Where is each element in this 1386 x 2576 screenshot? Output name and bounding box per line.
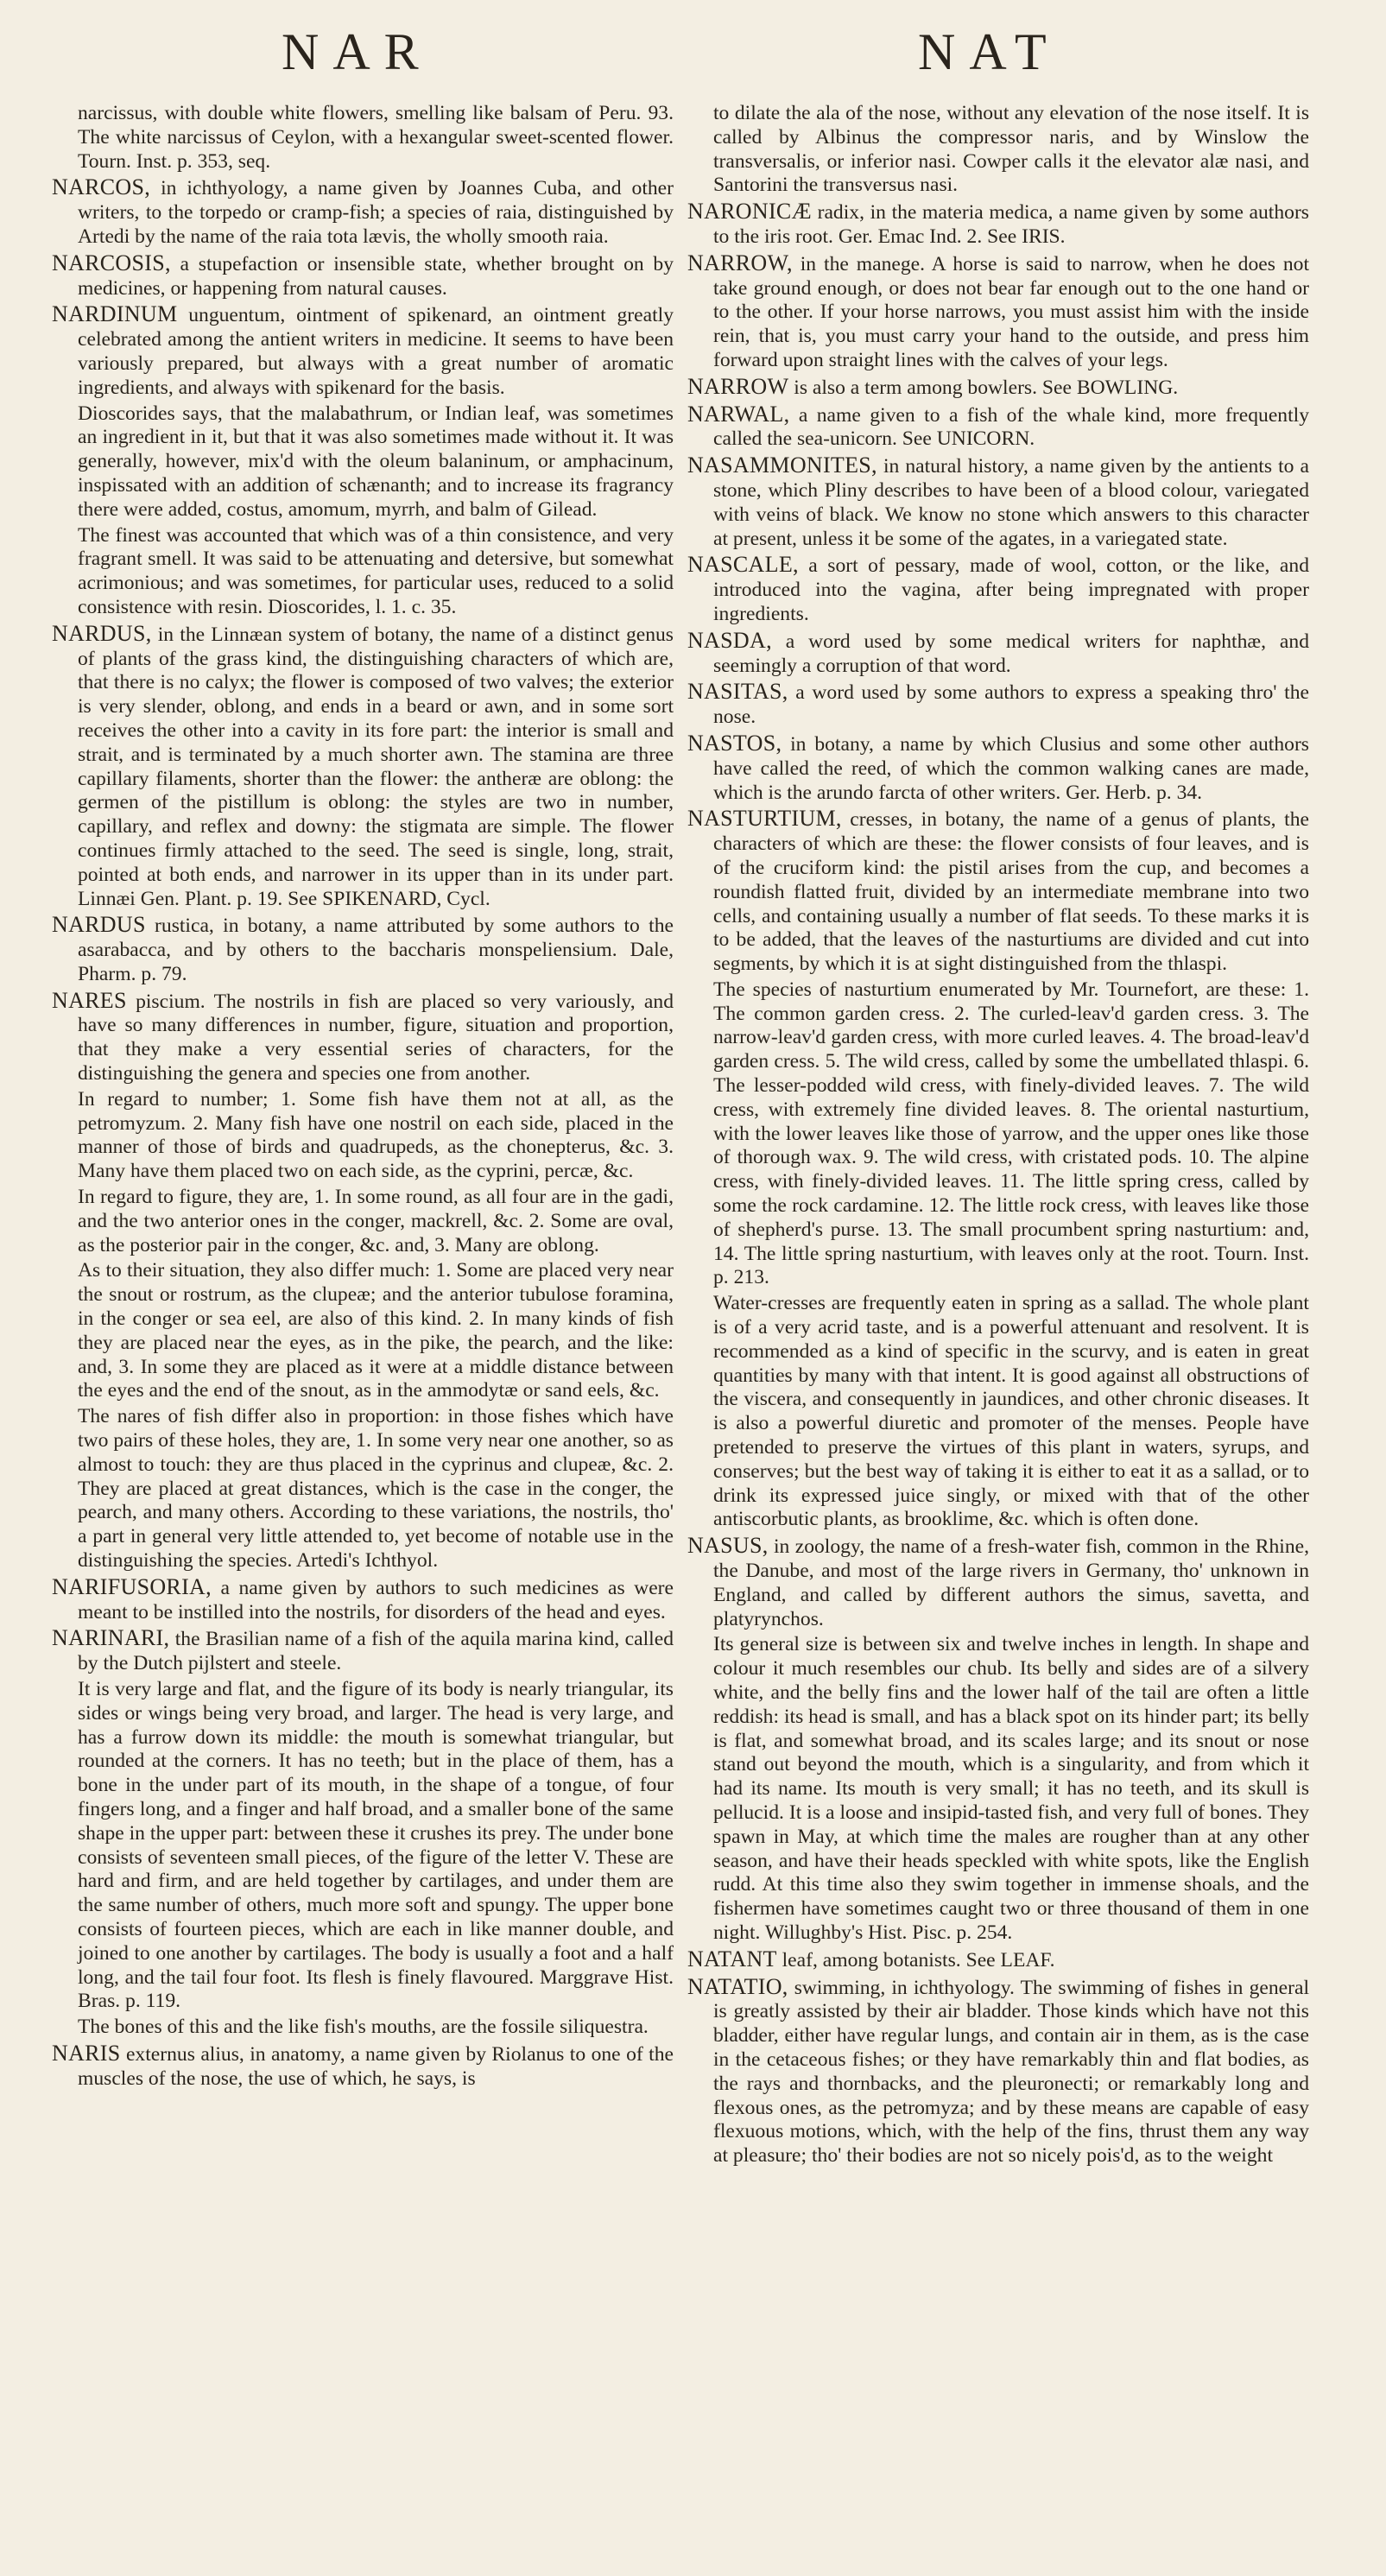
entry-headword: NARONICÆ — [687, 199, 812, 225]
dictionary-entry — [687, 731, 1309, 805]
entry-headword: NASTURTIUM, — [687, 806, 842, 832]
entry-text: in the manege. A horse is said to narrow, when he does not take ground enough, or does not bear far enough out to the one hand or to the other. If your horse narrows, you must assist him with the inside rein, that is, you must carry your hand to the outside, and press him forward upon straight lines with the calves of your legs. — [713, 252, 1309, 371]
entry-text: a name given by authors to such medicines as were meant to be instilled into the nostrils, for disorders of the head and eyes. — [78, 1576, 674, 1623]
entry-text: swimming, in ichthyology. The swimming of fishes in general is greatly assisted by their air bladder. Those kinds which have not this bladder, either have regular lungs, and contain air in them, as is the case in the cetaceous fishes; or they have remarkably thin and flat bodies, as the rays and thornbacks, and the pleuronecti; or remarkably long and flexous ones, as the petromyza; and by these means are capable of easy flexuous motions, which, with the help of the fins, thrust them any way at pleasure; tho' their bodies are not so nicely pois'd, as to the weight — [713, 1976, 1309, 2168]
entry-paragraph: The nares of fish differ also in proportion: in those fishes which have two pairs of these holes, they are, 1. In some very near one another, so as almost to touch: they are thus placed in the cyprinus and clupeæ, &c. 2. They are placed at great distances, which is the case in the conger, the pearch, and many others. According to these variations, the nostrils, tho' a part in general very little attended to, yet become of notable use in the distinguishing the species. Artedi's Ichthyol. — [78, 1405, 674, 1573]
entry-headword: NATATIO, — [687, 1973, 788, 1999]
entry-headword: NARROW — [687, 373, 789, 399]
entry-text: leaf, among botanists. See LEAF. — [776, 1948, 1055, 1972]
entry-headword: NARIS — [52, 2040, 121, 2066]
dictionary-entry — [52, 1626, 674, 1676]
entry-paragraph: The finest was accounted that which was of a thin consistence, and very fragrant smell. It was said to be attenuating and detersive, but somewhat acrimonious; and was sometimes, for particular uses, reduced to a solid consistence with resin. Dioscorides, l. 1. c. 35. — [78, 523, 674, 618]
entry-text: is also a term among bowlers. See BOWLING. — [788, 376, 1179, 399]
entry-text: a name given to a fish of the whale kind, more frequently called the sea-unicorn. See UNICORN. — [713, 403, 1309, 451]
dictionary-entry — [52, 302, 674, 400]
dictionary-entry — [52, 622, 674, 912]
dictionary-entry — [52, 175, 674, 249]
entry-text: in the Linnæan system of botany, the name of a distinct genus of plants of the grass kind, the distinguishing characters of which are, that there is no calyx; the flower is composed of two valves; the exterior is very slender, oblong, and ends in a beard or awn, and in some sort receives the other into a cavity in its fore part: the interior is small and strait, and is terminated by a much shorter awn. The stamina are three capillary filaments, shorter than the flower: the antheræ are oblong: the germen of the pistillum is oblong: the styles are two in number, capillary, and reflex and downy: the stigmata are simple. The flower continues firmly attached to the seed. The seed is single, long, strait, pointed at both ends, and narrower in its upper than in its under part. Linnæi Gen. Plant. p. 19. See SPIKENARD, Cycl. — [78, 623, 674, 910]
dictionary-entry — [52, 2041, 674, 2092]
entry-paragraph: The species of nasturtium enumerated by Mr. Tournefort, are these: 1. The common garden cress. 2. The curled-leav'd garden cress. 3. The narrow-leav'd garden cress, with more curled leaves. 4. The broad-leav'd garden cress. 5. The wild cress, called by some the umbellated thlaspi. 6. The lesser-podded wild cress, with finely-divided leaves. 7. The wild cress, with extremely fine divided leaves. 8. The oriental nasturtium, with the lower leaves like those of yarrow, and the upper ones like those of thorough wax. 9. The wild cress, with cristated pods. 10. The alpine cress, with finely-divided leaves. 11. The little spring cress, called by some the rock cardamine. 12. The little rock cress, with leaves like those of shepherd's purse. 13. The small procumbent spring nasturtium: and, 14. The little spring nasturtium, with leaves only at the root. Tourn. Inst. p. 213. — [713, 978, 1309, 1289]
entry-text: radix, in the materia medica, a name given by some authors to the iris root. Ger. Emac Ind. 2. See IRIS. — [713, 201, 1309, 248]
entry-paragraph: In regard to number; 1. Some fish have them not at all, as the petromyzum. 2. Many fish have one nostril on each side, placed in the manner of those of birds and quadrupeds, as the chonepterus, &c. 3. Many have them placed two on each side, as the cyprini, percæ, &c. — [78, 1087, 674, 1183]
entry-paragraph: Water-cresses are frequently eaten in spring as a sallad. The whole plant is of a very acrid taste, and is a powerful attenuant and resolvent. It is recommended as a kind of specific in the scurvy, and is eaten in great quantities by many with that intent. It is good against all obstructions of the viscera, and consequently in jaundices, and other chronic diseases. It is also a powerful diuretic and promoter of the menses. People have pretended to preserve the virtues of this plant in waters, syrups, and conserves; but the best way of taking it is either to eat it as a sallad, or to drink its expressed juice singly, or mixed with that of the other antiscorbutic plants, as brooklime, &c. which is often done. — [713, 1292, 1309, 1531]
entry-headword: NASCALE, — [687, 552, 799, 578]
entry-text: unguentum, ointment of spikenard, an ointment greatly celebrated among the antient writers in medicine. It seems to have been variously prepared, but always with a great number of aromatic ingredients, and always with spikenard for the basis. — [78, 304, 674, 399]
entry-text: in botany, a name by which Clusius and some other authors have called the reed, of which the common walking canes are made, which is the arundo farcta of other writers. Ger. Herb. p. 34. — [713, 732, 1309, 804]
entry-headword: NASAMMONITES, — [687, 453, 877, 478]
entry-paragraph: Its general size is between six and twelve inches in length. In shape and colour it much resembles our chub. Its belly and sides are of a silvery white, and the belly fins and the lower half of the tail are often a little reddish: its head is small, and has a black spot on its hinder part; its belly is flat, and somewhat broad, and its scales large; and its snout or nose stand out beyond the mouth, which is a singularity, and from which it had its name. Its mouth is very small; it has no teeth, and its skull is pellucid. It is a loose and insipid-tasted fish, and very full of bones. They spawn in May, at which time the males are rougher than at any other season, and have their heads speckled with white spots, like the English rudd. At this time also they swim together in immense shoals, and the fishermen have sometimes caught two or three thousand of them in one night. Willughby's Hist. Pisc. p. 254. — [713, 1633, 1309, 1944]
dictionary-entry — [52, 989, 674, 1086]
entry-paragraph: The bones of this and the like fish's mouths, are the fossile siliquestra. — [78, 2016, 649, 2039]
entry-headword: NARES — [52, 987, 127, 1013]
entry-text: externus alius, in anatomy, a name given by Riolanus to one of the muscles of the nose, the use of which, he says, is — [78, 2042, 674, 2090]
continued-text: to dilate the ala of the nose, without any elevation of the nose itself. It is called by Albinus the compressor naris, and by Winslow the transversalis, or inferior nasi. Cowper calls it the elevator alæ nasi, and Santorini the transversus nasi. — [713, 102, 1309, 197]
entry-paragraph: As to their situation, they also differ much: 1. Some are placed very near the snout or rostrum, as the clupeæ; and the anterior tubulose foramina, in the conger or sea eel, are also of this kind. 2. In many kinds of fish they are placed near the eyes, as in the pike, the pearch, and the like: and, 3. In some they are placed as it were at a middle distance between the eyes and the end of the snout, as in the ammodytæ or sand eels, &c. — [78, 1259, 674, 1402]
dictionary-entry — [687, 453, 1309, 551]
entry-text: rustica, in botany, a name attributed by some authors to the asarabacca, and by others to the baccharis monspeliensium. Dale, Pharm. p. 79. — [78, 915, 674, 985]
entry-headword: NASDA, — [687, 627, 772, 653]
entry-text: in zoology, the name of a fresh-water fish, common in the Rhine, the Danube, and most of the large rivers in Germany, tho' unknown in England, and called by different authors the simus, savetta, and platyrynchos. — [713, 1535, 1309, 1630]
entry-headword: NARDINUM — [52, 301, 178, 327]
entry-text: the Brasilian name of a fish of the aquila marina kind, called by the Dutch pijlstert and steele. — [78, 1628, 674, 1675]
entry-text: a sort of pessary, made of wool, cotton, or the like, and introduced into the vagina, after being impregnated with proper ingredients. — [713, 554, 1309, 625]
entry-headword: NARCOS, — [52, 174, 151, 200]
dictionary-entry — [687, 402, 1309, 453]
entry-text: piscium. The nostrils in fish are placed so very variously, and have so many differences in number, figure, situation and proportion, that they make a very essential series of characters, for the distinguishing the genera and species one from another. — [78, 990, 674, 1085]
entry-text: cresses, in botany, the name of a genus of plants, the characters of which are these: the flower consists of four leaves, and is of the cruciform kind: the pistil arises from the cup, and becomes a roundish flatted fruit, divided by an intermediate membrane into two cells, and containing usually a number of flat seeds. To these marks it is to be added, that the leaves of the nasturtiums are divided and cut into segments, by which it is at sight distinguished from the thlaspi. — [713, 808, 1309, 976]
dictionary-entry — [687, 375, 1309, 401]
dictionary-entry — [52, 1575, 674, 1625]
entry-paragraph: It is very large and flat, and the figure of its body is nearly triangular, its sides or wings being very broad, and larger. The head is very large, and has a furrow down its middle: the mouth is somewhat triangular, but rounded at the corners. It has no teeth; but in the place of them, has a bone in the under part of its mouth, in the shape of a tongue, of four fingers long, and a finger and half broad, and a smaller bone of the same shape in the upper part: between these it crushes its prey. The under bone consists of seventeen small pieces, of the figure of the letter V. These are hard and firm, and are held together by cartilages, and under them are the same number of others, much more soft and spungy. The upper bone consists of fourteen pieces, which are each in like manner double, and joined to one another by cartilages. The body is usually a foot and a half long, and the tail four foot. Its flesh is finely flavoured. Marggrave Hist. Bras. p. 119. — [78, 1678, 674, 2013]
entry-headword: NARCOSIS, — [52, 250, 171, 275]
dictionary-entry — [687, 199, 1309, 250]
running-head — [0, 22, 1386, 92]
entry-text: a word used by some medical writers for naphthæ, and seemingly a corruption of that word. — [713, 630, 1309, 677]
dictionary-entry — [687, 251, 1309, 373]
dictionary-entry — [687, 1947, 1309, 1973]
header-left: NAR — [282, 23, 433, 80]
header-right: NAT — [918, 23, 1060, 80]
entry-headword: NATANT — [687, 1946, 777, 1972]
entry-headword: NARWAL, — [687, 401, 790, 427]
entry-headword: NASUS, — [687, 1533, 769, 1559]
entry-text: a stupefaction or insensible state, whether brought on by medicines, or happening from natural causes. — [78, 252, 674, 300]
right-column — [687, 102, 1309, 2170]
dictionary-entry — [687, 680, 1309, 730]
entry-headword: NASTOS, — [687, 730, 782, 756]
entry-headword: NARROW, — [687, 250, 793, 275]
entry-text: in ichthyology, a name given by Joannes Cuba, and other writers, to the torpedo or cramp-fish; a species of raia, distinguished by Artedi by the name of the raia tota lævis, the wholly smooth raia. — [78, 177, 674, 248]
entry-headword: NARINARI, — [52, 1625, 170, 1651]
entry-headword: NASITAS, — [687, 679, 788, 705]
left-column — [52, 102, 674, 2093]
continued-text: narcissus, with double white flowers, smelling like balsam of Peru. 93. The white narcissus of Ceylon, with a hexangular sweet-scented flower. Tourn. Inst. p. 353, seq. — [78, 102, 674, 173]
entry-paragraph: Dioscorides says, that the malabathrum, or Indian leaf, was sometimes an ingredient in it, but that it was also sometimes made without it. It was generally, however, mix'd with the oleum balaninum, or amphacinum, inspissated with an addition of schænanth; and to increase its fragrancy there were added, costus, amomum, myrrh, and balm of Gilead. — [78, 402, 674, 521]
entry-text: in natural history, a name given by the antients to a stone, which Pliny describes to have been of a blood colour, variegated with veins of black. We know no stone which answers to this character at present, unless it be some of the agates, in a variegated state. — [713, 455, 1309, 550]
entry-headword: NARDUS, — [52, 620, 152, 646]
dictionary-entry — [687, 807, 1309, 977]
dictionary-entry — [687, 1975, 1309, 2168]
dictionary-entry — [687, 553, 1309, 626]
entry-paragraph: In regard to figure, they are, 1. In some round, as all four are in the gadi, and the two anterior ones in the conger, mackrell, &c. 2. Some are oval, as the posterior pair in the conger, &c. and, 3. Many are oblong. — [78, 1186, 674, 1256]
entry-headword: NARDUS — [52, 912, 146, 938]
dictionary-entry — [52, 913, 674, 986]
dictionary-entry — [687, 1534, 1309, 1631]
dictionary-entry — [52, 251, 674, 301]
entry-headword: NARIFUSORIA, — [52, 1573, 212, 1599]
dictionary-entry — [687, 629, 1309, 679]
entry-text: a word used by some authors to express a speaking thro' the nose. — [713, 681, 1309, 729]
